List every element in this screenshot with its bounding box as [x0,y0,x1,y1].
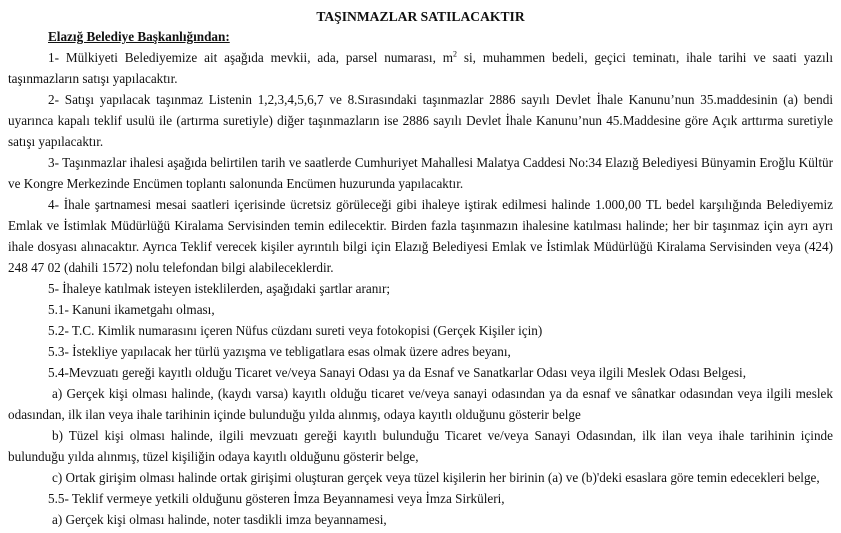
item-5-5-a: a) Gerçek kişi olması halinde, noter tasdikli imza beyannamesi, [52,512,387,527]
item-5-4: 5.4-Mevzuatı gereği kayıtlı olduğu Ticaret ve/veya Sanayi Odası ya da Esnaf ve Sanatkarlar Odası veya ilgili Meslek Odası Belgesi, [48,365,747,380]
item-5-3: 5.3- İstekliye yapılacak her türlü yazışma ve tebligatlara esas olmak üzere adres beyanı, [48,344,511,359]
square-meter-superscript: 2 [453,49,458,59]
item-5-2: 5.2- T.C. Kimlik numarasını içeren Nüfus cüzdanı sureti veya fotokopisi (Gerçek Kişiler için) [48,323,543,338]
page-title: TAŞINMAZLAR SATILACAKTIR [316,9,525,24]
paragraph-3: 3- Taşınmazlar ihalesi aşağıda belirtilen tarih ve saatlerde Cumhuriyet Mahallesi Malatya Caddesi No:34 Elazığ Belediyesi Bünyamin Eroğlu Kültür ve Kongre Merkezinde Encümen toplantı salonunda Encümen huzurunda yapılacaktır. [8,155,833,191]
paragraph-1-end: si, muhammen bedeli, geçici teminatı, ihale tarihi ve saati yazılı taşınmazların satışı yapılacaktır. [8,50,833,86]
item-5-5: 5.5- Teklif vermeye yetkili olduğunu gösteren İmza Beyannamesi veya İmza Sirküleri, [48,491,505,506]
paragraph-2: 2- Satışı yapılacak taşınmaz Listenin 1,2,3,4,5,6,7 ve 8.Sırasındaki taşınmazlar 2886 sayılı Devlet İhale Kanunu’nun 35.maddesinin (a) bendi uyarınca kapalı teklif usulü ile (artırma suretiyle) diğer taşınmazların ise 2886 sayılı Devlet İhale Kanunu’nun 45.Maddesine göre Açık arttırma suretiyle satışı yapılacaktır. [8,92,833,149]
paragraph-1 [8,47,833,89]
addressee-heading: Elazığ Belediye Başkanlığından: [48,29,230,44]
paragraph-4: 4- İhale şartnamesi mesai saatleri içerisinde ücretsiz görüleceği gibi ihaleye iştirak edilmesi halinde 1.000,00 TL bedel karşılığında Belediyemiz Emlak ve İstimlak Müdürlüğü Kiralama Servisinden temin edilecektir. Birden fazla taşınmazın ihalesine katılması halinde; her bir taşınmaz için ayrı ayrı ihale dosyası alınacaktır. Ayrıca Teklif verecek kişiler ayrıntılı bilgi için Elazığ Belediyesi Emlak ve İstimlak Müdürlüğü Kiralama Servisinden veya (424) 248 47 02 (dahili 1572) nolu telefondan bilgi alabileceklerdir. [8,197,833,275]
item-5-1: 5.1- Kanuni ikametgahı olması, [48,302,215,317]
item-5-4-b: b) Tüzel kişi olması halinde, ilgili mevzuatı gereği kayıtlı bulunduğu Ticaret ve/veya Sanayi Odasından, ilk ilan veya ihale tarihinin içinde bulunduğu yılda alınmış, tüzel kişiliğin odaya kayıtlı olduğunu gösterir belge, [8,428,833,464]
paragraph-1-start: 1- Mülkiyeti Belediyemize ait aşağıda mevkii, ada, parsel numarası, m [48,50,454,65]
item-5-4-a: a) Gerçek kişi olması halinde, (kaydı varsa) kayıtlı olduğu ticaret ve/veya sanayi odasından ya da esnaf ve sânatkar odasından veya ilgili meslek odasından, ilk ilan veya ihale tarihinin içinde bulunduğu yılda alınmış, odaya kayıtlı olduğunu gösterir belge [8,386,833,422]
paragraph-5: 5- İhaleye katılmak isteyen isteklilerden, aşağıdaki şartlar aranır; [48,281,391,296]
item-5-4-c: c) Ortak girişim olması halinde ortak girişimi oluşturan gerçek veya tüzel kişilerin her birinin (a) ve (b)'deki esaslara göre temin edecekleri belge, [52,470,820,485]
